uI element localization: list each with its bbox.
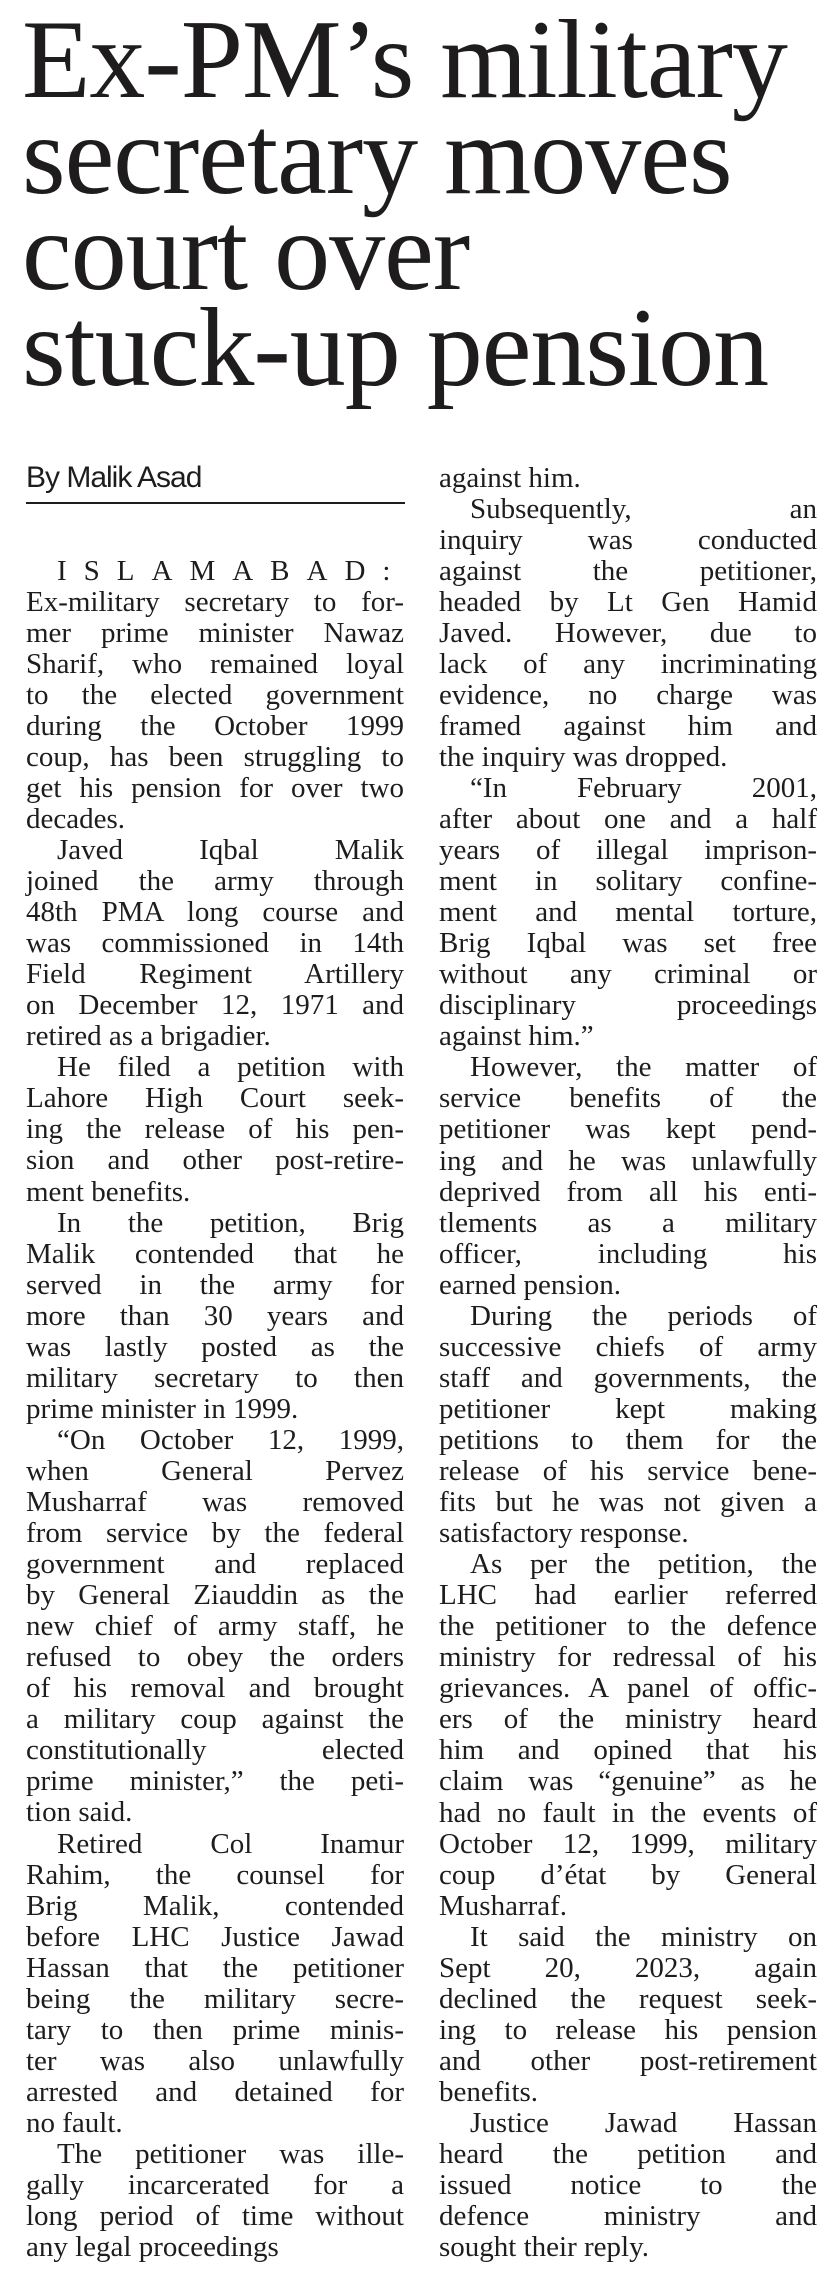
article-line: benefits. bbox=[439, 2075, 539, 2108]
article-line: staff and governments, the bbox=[439, 1361, 817, 1394]
article-line: service benefits of the bbox=[439, 1082, 817, 1115]
article-line: the inquiry was dropped. bbox=[439, 740, 728, 773]
article-line: Hassan that the petitioner bbox=[26, 1951, 404, 1984]
article-line: sought their reply. bbox=[439, 2231, 649, 2264]
headline-line: court over bbox=[22, 190, 470, 314]
dateline: ISLAMABAD: bbox=[57, 554, 408, 587]
article-line: before LHC Justice Jawad bbox=[26, 1920, 404, 1953]
article-line: served in the army for bbox=[26, 1268, 404, 1301]
article-line: ers of the ministry heard bbox=[439, 1703, 817, 1736]
article-line: successive chiefs of army bbox=[439, 1330, 817, 1363]
article-line: during the October 1999 bbox=[26, 709, 404, 742]
article-line: gally incarcerated for a bbox=[26, 2169, 404, 2202]
article-line: long period of time without bbox=[26, 2200, 404, 2233]
article-line: Sept 20, 2023, again bbox=[439, 1951, 817, 1984]
article-line: ministry for redressal of his bbox=[439, 1641, 817, 1674]
article-line: Rahim, the counsel for bbox=[26, 1858, 404, 1891]
article-line: lack of any incriminating bbox=[439, 647, 817, 680]
article-line: Justice Jawad Hassan bbox=[470, 2106, 817, 2139]
article-line: him and opined that his bbox=[439, 1734, 817, 1767]
article-line: officer, including his bbox=[439, 1237, 817, 1270]
article-line: coup d’état by General bbox=[439, 1858, 817, 1891]
article-line: refused to obey the orders bbox=[26, 1641, 404, 1674]
article-line: had no fault in the events of bbox=[439, 1796, 817, 1829]
article-line: petitions to them for the bbox=[439, 1423, 817, 1456]
article-line: declined the request seek- bbox=[439, 1982, 817, 2015]
article-line: of his removal and brought bbox=[26, 1672, 404, 1705]
article-line: claim was “genuine” as he bbox=[439, 1765, 817, 1798]
article-line: was commissioned in 14th bbox=[26, 927, 404, 960]
article-line: It said the ministry on bbox=[470, 1920, 817, 1953]
article-column-right bbox=[439, 463, 817, 2264]
article-line: defence ministry and bbox=[439, 2200, 817, 2233]
article-line: ing to release his pension bbox=[439, 2013, 817, 2046]
article-line: grievances. A panel of offic- bbox=[439, 1672, 817, 1705]
article-line: ter was also unlawfully bbox=[26, 2044, 404, 2077]
article-line: tary to then prime minis- bbox=[26, 2013, 404, 2046]
article-line: being the military secre- bbox=[26, 1982, 404, 2015]
article-line: LHC had earlier referred bbox=[439, 1579, 817, 1612]
article-line: However, the matter of bbox=[470, 1051, 817, 1084]
article-line: In the petition, Brig bbox=[57, 1206, 404, 1239]
article-line: was lastly posted as the bbox=[26, 1330, 404, 1363]
article-line: fits but he was not given a bbox=[439, 1486, 817, 1519]
article-line: prime minister in 1999. bbox=[26, 1392, 299, 1425]
article-line: “On October 12, 1999, bbox=[57, 1423, 404, 1456]
article-line: after about one and a half bbox=[439, 803, 817, 836]
article-line: years of illegal imprison- bbox=[439, 834, 817, 867]
article-line: Retired Col Inamur bbox=[57, 1827, 404, 1860]
article-line: Ex-military secretary to for- bbox=[26, 585, 404, 618]
article-line: on December 12, 1971 and bbox=[26, 989, 404, 1022]
article-line: government and replaced bbox=[26, 1548, 404, 1581]
article-line: disciplinary proceedings bbox=[439, 989, 817, 1022]
article-line: Brig Iqbal was set free bbox=[439, 927, 817, 960]
article-line: Field Regiment Artillery bbox=[26, 958, 404, 991]
article-line: ment and mental torture, bbox=[439, 896, 817, 929]
byline: By Malik Asad bbox=[26, 461, 202, 494]
article-line: coup, has been struggling to bbox=[26, 740, 404, 773]
article-line: ment in solitary confine- bbox=[439, 865, 817, 898]
article-line: new chief of army staff, he bbox=[26, 1610, 404, 1643]
article-line: by General Ziauddin as the bbox=[26, 1579, 404, 1612]
article-line: 48th PMA long course and bbox=[26, 896, 404, 929]
article-line: petitioner kept making bbox=[439, 1392, 817, 1425]
byline-rule bbox=[26, 502, 405, 504]
article-line: to the elected government bbox=[26, 678, 404, 711]
article-line: petitioner was kept pend- bbox=[439, 1113, 817, 1146]
headline-line: Ex-PM’s military bbox=[22, 0, 787, 122]
article-line: release of his service bene- bbox=[439, 1455, 817, 1487]
article-line: The petitioner was ille- bbox=[57, 2137, 404, 2170]
article-line: a military coup against the bbox=[26, 1703, 404, 1736]
article-line: get his pension for over two bbox=[26, 771, 404, 804]
article-line: framed against him and bbox=[439, 709, 817, 742]
article-line: retired as a brigadier. bbox=[26, 1020, 271, 1053]
article-line: decades. bbox=[26, 802, 126, 835]
article-line: military secretary to then bbox=[26, 1361, 404, 1394]
article-line: prime minister,” the peti- bbox=[26, 1765, 404, 1798]
article-line: ment benefits. bbox=[26, 1175, 191, 1208]
article-line: against him. bbox=[439, 461, 581, 494]
article-line: October 12, 1999, military bbox=[439, 1827, 817, 1860]
article-line: more than 30 years and bbox=[26, 1299, 404, 1332]
article-line: joined the army through bbox=[26, 865, 404, 898]
article-line: headed by Lt Gen Hamid bbox=[439, 585, 817, 618]
article-line: Lahore High Court seek- bbox=[26, 1082, 404, 1115]
article-line: arrested and detained for bbox=[26, 2075, 404, 2108]
article-line: earned pension. bbox=[439, 1268, 621, 1301]
article-line: satisfactory response. bbox=[439, 1517, 689, 1550]
article-line: constitutionally elected bbox=[26, 1734, 404, 1767]
article-line: against him.” bbox=[439, 1020, 594, 1053]
article-line: During the periods of bbox=[470, 1299, 817, 1332]
article-line: Sharif, who remained loyal bbox=[26, 647, 404, 680]
article-line: He filed a petition with bbox=[57, 1051, 404, 1084]
article-line: As per the petition, the bbox=[470, 1548, 817, 1581]
article-line: no fault. bbox=[26, 2106, 123, 2139]
headline-line: stuck-up pension bbox=[22, 286, 769, 410]
article-line: tlements as a military bbox=[439, 1206, 817, 1239]
article-line: Musharraf. bbox=[439, 1889, 568, 1922]
article-line: heard the petition and bbox=[439, 2138, 817, 2171]
article-line: Subsequently, an bbox=[470, 492, 817, 525]
article-line: inquiry was conducted bbox=[439, 523, 817, 556]
headline bbox=[22, 0, 832, 410]
article-line: and other post-retirement bbox=[439, 2044, 817, 2077]
article-line: “In February 2001, bbox=[470, 771, 817, 804]
article-line: when General Pervez bbox=[26, 1454, 404, 1487]
article-line: Javed. However, due to bbox=[439, 616, 817, 649]
article-line: mer prime minister Nawaz bbox=[26, 616, 404, 649]
article-line: any legal proceedings bbox=[26, 2231, 279, 2264]
article-line: Javed Iqbal Malik bbox=[57, 834, 404, 867]
article-line: the petitioner to the defence bbox=[439, 1610, 817, 1643]
article-line: ing the release of his pen- bbox=[26, 1113, 404, 1146]
article-line: against the petitioner, bbox=[439, 554, 817, 587]
article-line: sion and other post-retire- bbox=[26, 1144, 404, 1177]
article-line: deprived from all his enti- bbox=[439, 1175, 817, 1208]
article-line: evidence, no charge was bbox=[439, 678, 817, 711]
article-line: without any criminal or bbox=[439, 958, 817, 991]
article-line: Musharraf was removed bbox=[26, 1486, 404, 1518]
article-line: tion said. bbox=[26, 1796, 133, 1829]
article-line: Malik contended that he bbox=[26, 1237, 404, 1270]
article-line: Brig Malik, contended bbox=[26, 1889, 404, 1922]
article-line: issued notice to the bbox=[439, 2169, 817, 2202]
article-line: from service by the federal bbox=[26, 1517, 404, 1550]
article-line: ing and he was unlawfully bbox=[439, 1144, 817, 1177]
headline-line: secretary moves bbox=[22, 94, 732, 218]
article-column-left bbox=[26, 554, 408, 2264]
